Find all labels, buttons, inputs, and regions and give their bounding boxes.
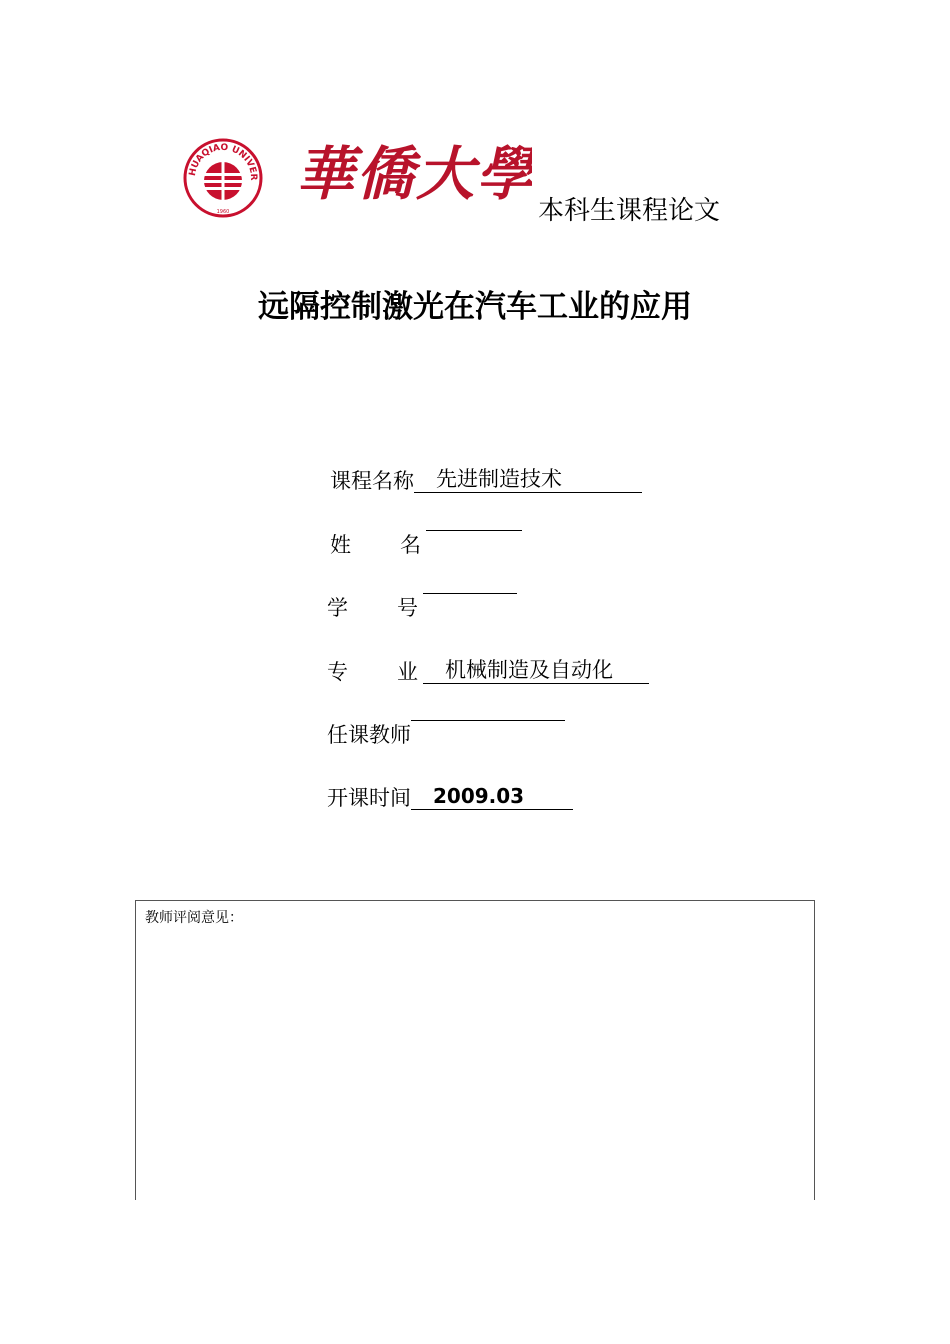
svg-text:HUAQIAO UNIVERSITY: HUAQIAO UNIVER xyxy=(187,142,259,181)
university-seal-logo xyxy=(183,134,263,218)
major-value: 机械制造及自动化 xyxy=(423,657,649,684)
term-label: 开课时间 xyxy=(327,786,411,810)
thesis-title: 远隔控制激光在汽车工业的应用 xyxy=(258,289,692,325)
course-name-field xyxy=(330,466,642,496)
university-calligraphy-logo xyxy=(296,124,532,220)
student-name-label: 姓 名 xyxy=(330,533,421,557)
teacher-value xyxy=(411,720,565,721)
term-value: 2009.03 xyxy=(411,783,573,810)
svg-text:1960: 1960 xyxy=(216,209,230,215)
student-id-field xyxy=(327,593,517,623)
student-name-value xyxy=(426,530,522,531)
course-name-value: 先进制造技术 xyxy=(414,466,642,493)
student-id-label: 学 号 xyxy=(327,596,418,620)
term-field xyxy=(327,783,573,813)
student-id-value xyxy=(423,593,517,594)
course-name-label: 课程名称 xyxy=(330,469,414,493)
teacher-field xyxy=(327,720,565,750)
svg-text:華僑大學: 華僑大學 xyxy=(296,140,532,208)
teacher-review-box xyxy=(135,900,815,1200)
student-name-field xyxy=(330,530,522,560)
teacher-review-label: 教师评阅意见： xyxy=(145,910,243,926)
teacher-label: 任课教师 xyxy=(327,723,411,747)
document-subtitle: 本科生课程论文 xyxy=(538,196,721,226)
major-label: 专 业 xyxy=(327,660,418,684)
major-field xyxy=(327,657,649,687)
